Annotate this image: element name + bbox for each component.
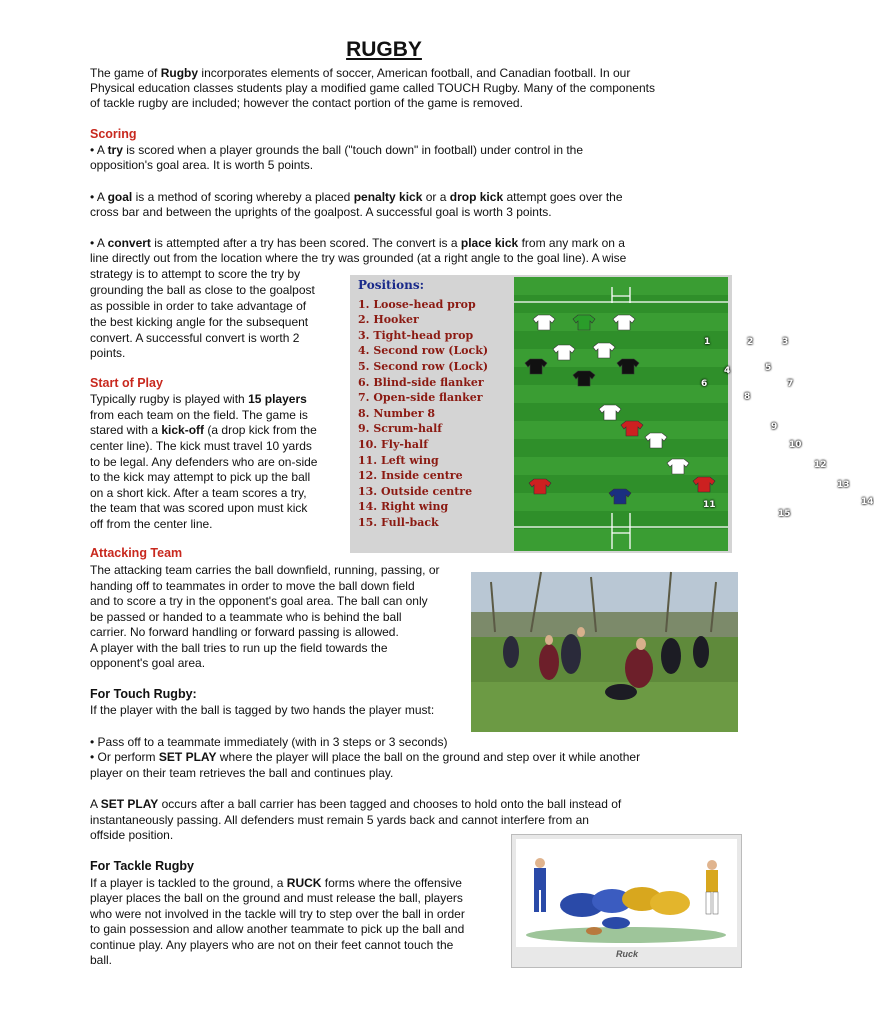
attacking-line-5: carrier. No forward handling or forward passing is allowed. (90, 625, 399, 639)
player-number-label: 10 (789, 440, 802, 450)
player-number-label: 13 (837, 480, 850, 490)
player-number-label: 1 (704, 337, 711, 347)
convert-line-1: • A convert is attempted after a try has been scored. The convert is a place kick from any mark on a (90, 236, 625, 250)
ruck-caption: Ruck (616, 949, 639, 959)
position-item: 10. Fly-half (358, 437, 428, 451)
touch-bullet-2: • Or perform SET PLAY where the player will place the ball on the ground and step over it while another (90, 750, 641, 764)
position-item: 1. Loose-head prop (358, 297, 476, 311)
position-item: 4. Second row (Lock) (358, 344, 489, 358)
goal-line-1: • A goal is a method of scoring whereby a placed penalty kick or a drop kick attempt goes over the (90, 190, 623, 204)
player-number-label: 8 (744, 392, 751, 402)
try-line-1: • A try is scored when a player grounds the ball ("touch down" in football) under control in the (90, 143, 584, 157)
position-item: 14. Right wing (358, 500, 449, 514)
start-line-8: the team that was scored upon must kick (90, 501, 308, 515)
start-line-5: to be legal. Any defenders who are on-side (90, 455, 318, 469)
tackle-line-6: ball. (90, 953, 113, 967)
convert-line-5: as possible in order to take advantage of (90, 299, 307, 313)
convert-line-8: points. (90, 346, 126, 360)
position-item: 7. Open-side flanker (358, 391, 483, 405)
scoring-heading: Scoring (90, 127, 137, 141)
rugby-match-photo (471, 572, 738, 732)
position-item: 13. Outside centre (358, 484, 473, 498)
player-number-label: 15 (778, 509, 791, 519)
try-line-2: opposition's goal area. It is worth 5 points. (90, 158, 314, 172)
positions-list (358, 278, 488, 531)
intro-line-1: The game of Rugby incorporates elements of soccer, American football, and Canadian football. In our (90, 66, 631, 80)
setplay-line-1: A SET PLAY occurs after a ball carrier has been tagged and chooses to hold onto the ball instead of (90, 797, 622, 811)
start-line-2: from each team on the field. The game is (90, 408, 308, 422)
intro-line-2: Physical education classes students play a modified game called TOUCH Rugby. Many of the components (90, 81, 655, 95)
start-line-7: on a short kick. After a team scores a try, (90, 486, 307, 500)
tackle-line-2: player places the ball on the ground and must release the ball, players (90, 891, 463, 905)
player-number-label: 6 (701, 379, 708, 389)
start-line-9: off from the center line. (90, 517, 213, 531)
position-item: 6. Blind-side flanker (358, 375, 484, 389)
start-line-3: stared with a kick-off (a drop kick from the (90, 423, 317, 437)
tackle-line-3: who were not involved in the tackle will try to step over the ball in order (90, 907, 465, 921)
player-number-label: 12 (814, 460, 827, 470)
start-heading: Start of Play (90, 376, 163, 390)
touch-heading: For Touch Rugby: (90, 687, 197, 701)
start-line-1: Typically rugby is played with 15 players (90, 392, 307, 406)
page-title: RUGBY (346, 38, 422, 61)
position-item: 12. Inside centre (358, 469, 463, 483)
tackle-line-1: If a player is tackled to the ground, a RUCK forms where the offensive (90, 876, 462, 890)
position-item: 9. Scrum-half (358, 422, 442, 436)
setplay-line-2: instantaneously passing. All defenders must remain 5 yards back and cannot interfere from an (90, 813, 589, 827)
convert-line-3: strategy is to attempt to score the try by (90, 267, 301, 281)
attacking-line-4: be passed or handed to a teammate who is behind the ball (90, 610, 402, 624)
touch-line-1: If the player with the ball is tagged by two hands the player must: (90, 703, 435, 717)
position-item: 5. Second row (Lock) (358, 359, 489, 373)
player-number-label: 3 (782, 337, 789, 347)
attacking-line-6: A player with the ball tries to run up the field towards the (90, 641, 388, 655)
tackle-heading: For Tackle Rugby (90, 859, 194, 873)
positions-title: Positions: (358, 278, 425, 292)
position-item: 11. Left wing (358, 453, 439, 467)
start-line-6: to the kick may attempt to pick up the ball (90, 470, 311, 484)
player-number-label: 11 (703, 500, 716, 510)
ruck-illustration (511, 834, 742, 968)
tackle-line-5: continue play. Any players who are not on their feet cannot touch the (90, 938, 454, 952)
ruck-drawing (512, 835, 741, 967)
position-item: 3. Tight-head prop (358, 328, 474, 342)
convert-line-4: grounding the ball as close to the goalpost (90, 283, 315, 297)
convert-line-6: the best kicking angle for the subsequent (90, 315, 309, 329)
touch-bullet-1: • Pass off to a teammate immediately (with in 3 steps or 3 seconds) (90, 735, 448, 749)
player-number-label: 4 (724, 366, 731, 376)
setplay-line-3: offside position. (90, 828, 174, 842)
player-number-label: 7 (787, 379, 794, 389)
tackle-line-4: to gain possession and allow another teammate to pick up the ball and (90, 922, 465, 936)
attacking-line-3: and to score a try in the opponent's goal area. The ball can only (90, 594, 428, 608)
player-number-label: 9 (771, 422, 778, 432)
attacking-heading: Attacking Team (90, 546, 183, 560)
touch-bullet-2-line-2: player on their team retrieves the ball and continues play. (90, 766, 394, 780)
position-item: 15. Full-back (358, 515, 439, 529)
intro-line-3: of tackle rugby are included; however the contact portion of the game is removed. (90, 96, 523, 110)
goal-line-2: cross bar and between the uprights of the goalpost. A successful goal is worth 3 points. (90, 205, 552, 219)
position-item: 2. Hooker (358, 313, 419, 327)
convert-line-2: line directly out from the location where the try was grounded (at a right angle to the goal line). A wise (90, 251, 627, 265)
attacking-line-7: opponent's goal area. (90, 656, 206, 670)
player-number-label: 2 (747, 337, 754, 347)
positions-panel (350, 275, 874, 553)
attacking-line-1: The attacking team carries the ball downfield, running, passing, or (90, 563, 440, 577)
attacking-line-2: handing off to teammates in order to move the ball down field (90, 579, 415, 593)
player-number-label: 5 (765, 363, 772, 373)
start-line-4: center line). The kick must travel 10 yards (90, 439, 312, 453)
rugby-field-diagram (514, 277, 731, 551)
position-item: 8. Number 8 (358, 406, 435, 420)
player-number-label: 14 (861, 497, 874, 507)
convert-line-7: convert. A successful convert is worth 2 (90, 331, 300, 345)
